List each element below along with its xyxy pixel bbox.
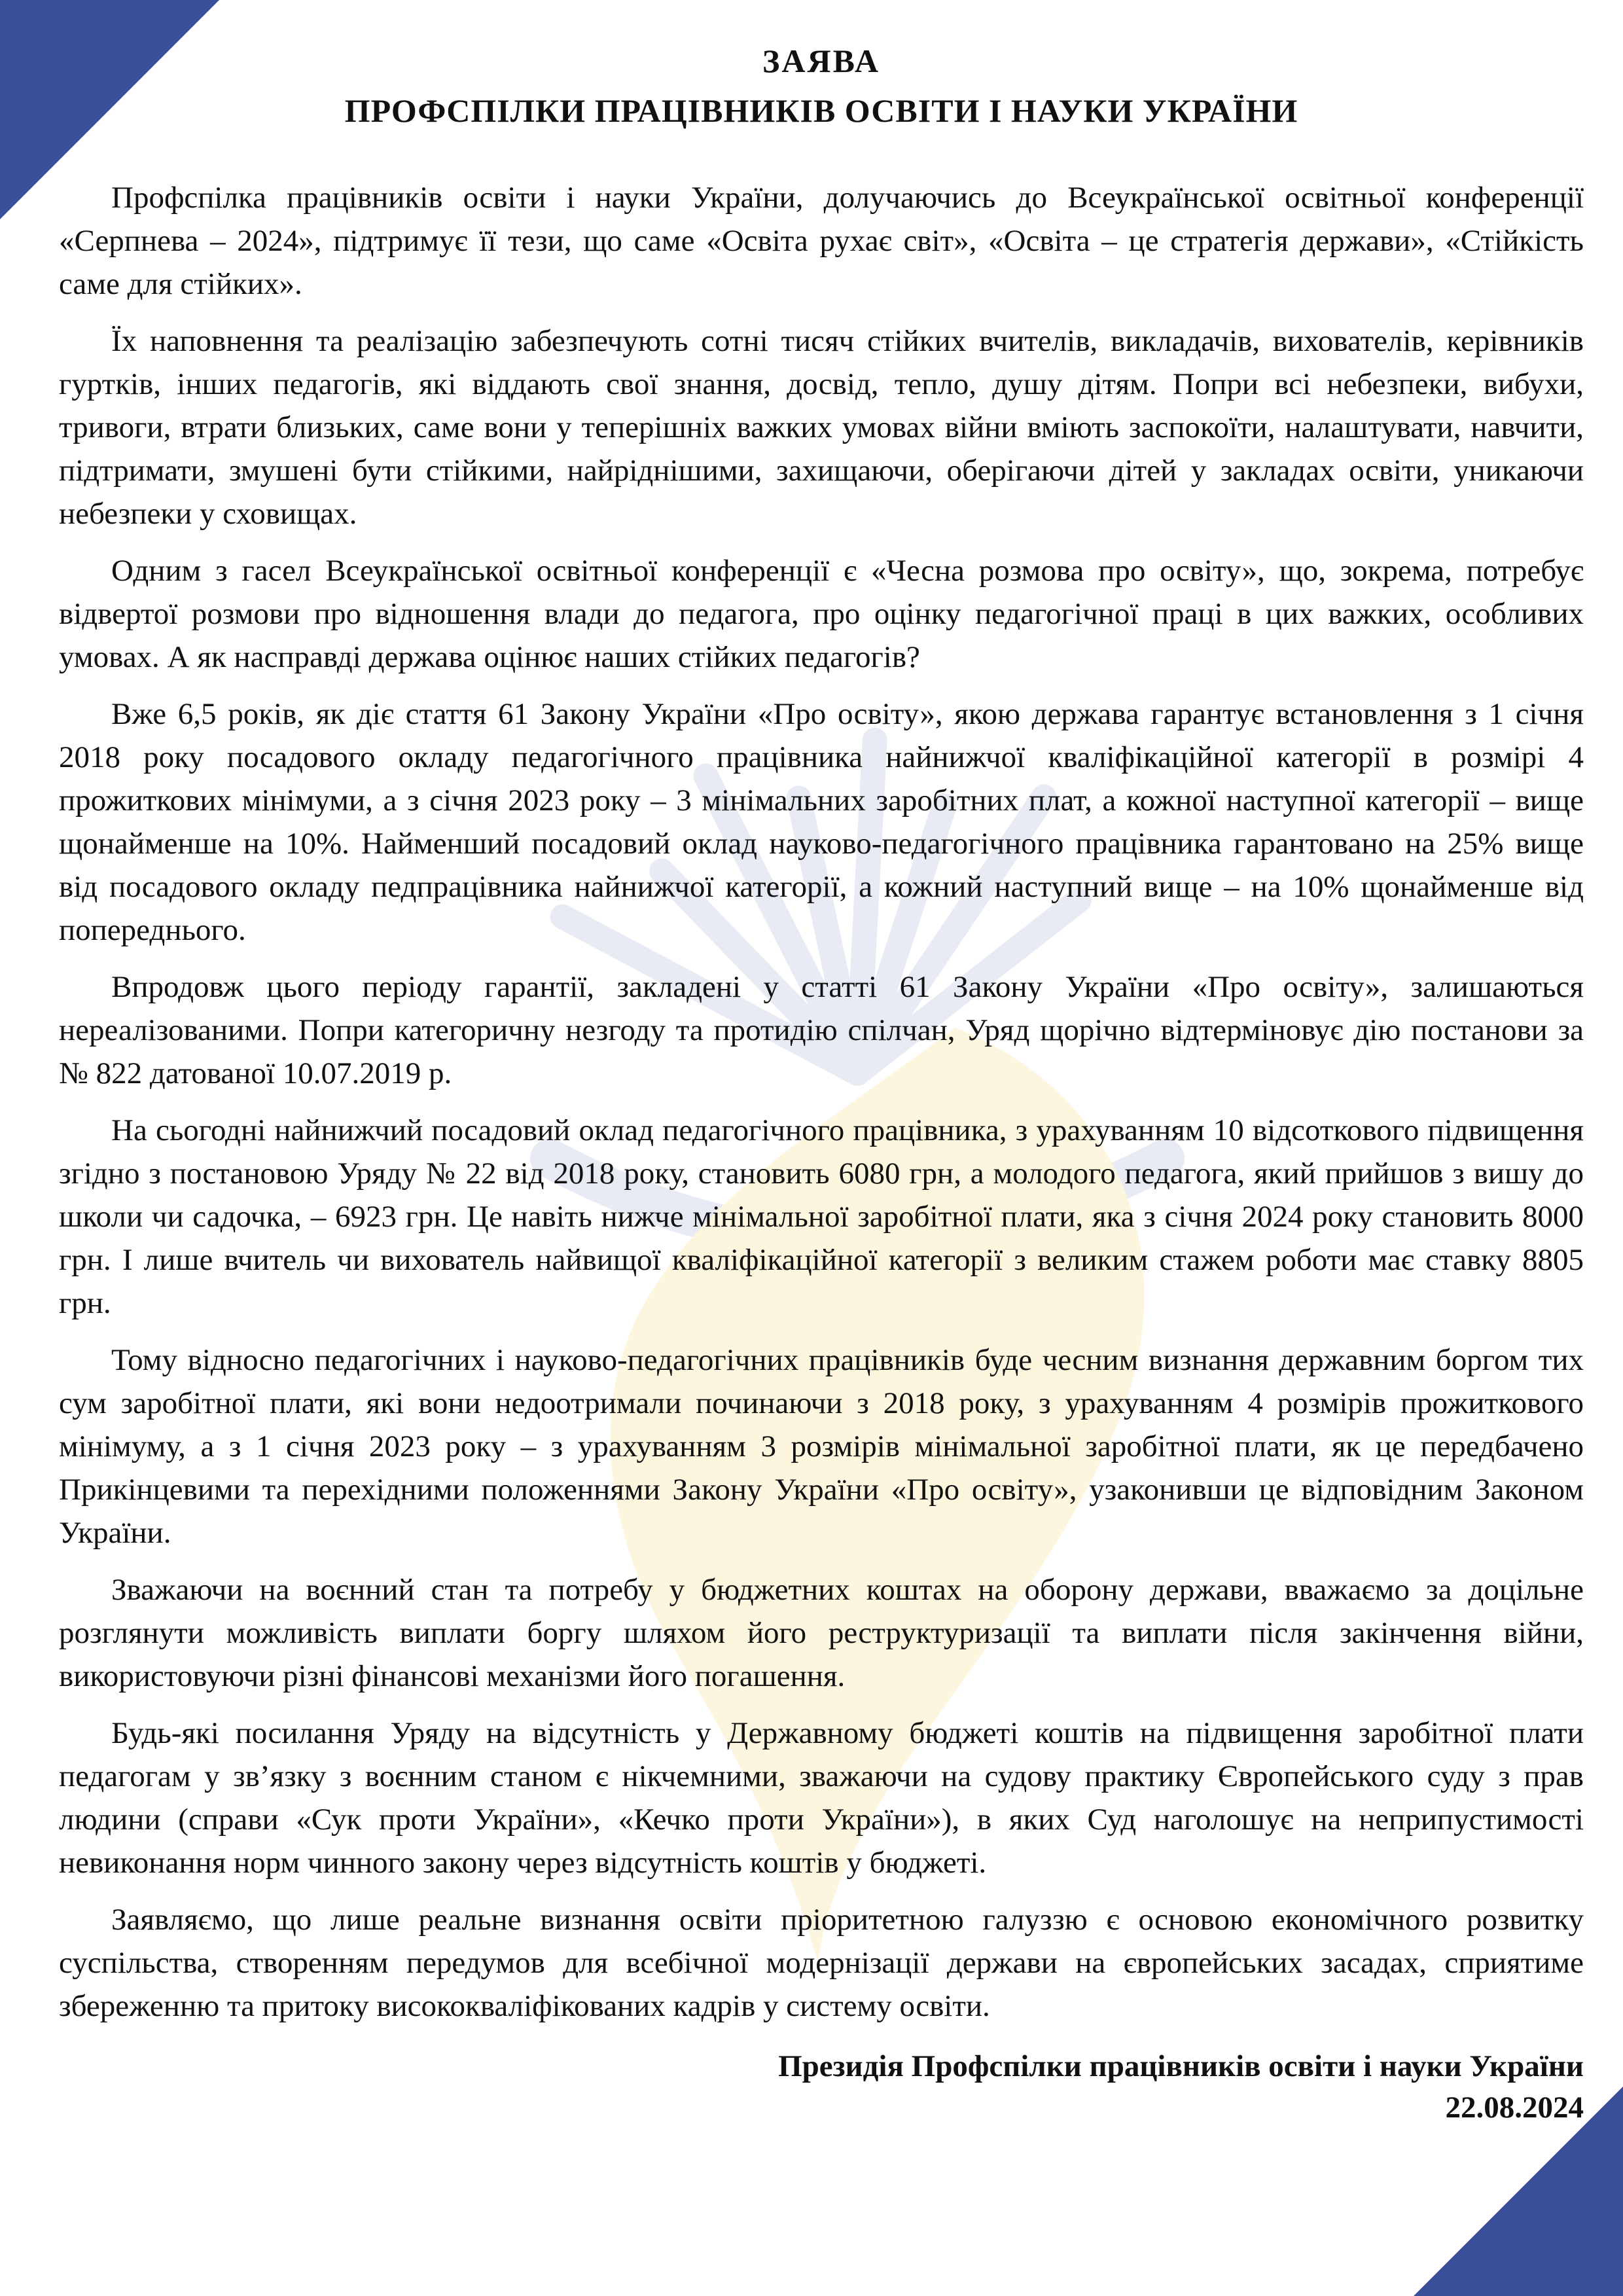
signature-block	[59, 2046, 1584, 2128]
paragraph-3: Одним з гасел Всеукраїнської освітньої конференції є «Чесна розмова про освіту», що, зокрема, потребує відвертої розмови про відношення влади до педагога, про оцінку педагогічної праці в цих важких, особливих умовах. А як насправді держава оцінює наших стійких педагогів?	[59, 554, 1584, 674]
document-title	[59, 36, 1584, 135]
statement-content	[59, 36, 1584, 2128]
paragraph-4: Вже 6,5 років, як діє стаття 61 Закону України «Про освіту», якою держава гарантує встановлення з 1 січня 2018 року посадового окладу педагогічного працівника найнижчої кваліфікаційної категорії в розмірі 4 прожиткових мінімуми, а з січня 2023 року – 3 мінімальних заробітних плат, а кожної наступної категорії – вище щонайменше на 10%. Найменший посадовий оклад науково-педагогічного працівника гарантовано на 25% вище від посадового окладу педпрацiвника найнижчої категорії, а кожний наступний вище – на 10% щонайменше від попереднього.	[59, 697, 1584, 947]
statement-body	[59, 176, 1584, 2028]
paragraph-10: Заявляємо, що лише реальне визнання освіти пріоритетною галуззю є основою економічного розвитку суспільства, створенням передумов для всебічної модернізації держави на європейських засадах, сприятиме збереженню та притоку висококваліфікованих кадрів у систему освіти.	[59, 1903, 1584, 2023]
signature-author: Президія Профспілки працівників освіти і науки України	[778, 2049, 1584, 2083]
paragraph-8: Зважаючи на воєнний стан та потребу у бюджетних коштах на оборону держави, вважаємо за доцільне розглянути можливість виплати боргу шляхом його реструктуризації та виплати після закінчення війни, використовуючи різні фінансові механізми його погашення.	[59, 1573, 1584, 1693]
title-statement: ЗАЯВА	[762, 43, 880, 79]
paragraph-7: Тому відносно педагогічних і науково-педагогічних працівників буде чесним визнання державним боргом тих сум заробітної плати, які вони недоотримали починаючи з 2018 року, з урахуванням 4 розмірів прожиткового мінімуму, а з 1 січня 2023 року – з урахуванням 3 розмірів мінімальної заробітної плати, як це передбачено Прикінцевими та перехідними положеннями Закону України «Про освіту», узаконивши це відповідним Законом України.	[59, 1343, 1584, 1550]
paragraph-5: Впродовж цього періоду гарантії, закладені у статті 61 Закону України «Про освіту», залишаються нереалізованими. Попри категоричну незгоду та протидію спілчан, Уряд щорічно відтерміновує дію постанови за № 822 датованої 10.07.2019 р.	[59, 970, 1584, 1090]
paragraph-6: На сьогодні найнижчий посадовий оклад педагогічного працівника, з урахуванням 10 відсоткового підвищення згідно з постановою Уряду № 22 від 2018 року, становить 6080 грн, а молодого педагога, який прийшов з вишу до школи чи садочка, – 6923 грн. Це навіть нижче мінімальної заробітної плати, яка з січня 2024 року становить 8000 грн. І лише вчитель чи вихователь найвищої кваліфікаційної категорії з великим стажем роботи має ставку 8805 грн.	[59, 1113, 1584, 1320]
paragraph-2: Їх наповнення та реалізацію забезпечують сотні тисяч стійких вчителів, викладачів, вихователів, керівників гуртків, інших педагогів, які віддають свої знання, досвід, тепло, душу дітям. Попри всі небезпеки, вибухи, тривоги, втрати близьких, саме вони у теперішніх важких умовах війни вміють заспокоїти, налаштувати, навчити, підтримати, змушені бути стійкими, найріднішими, захищаючи, оберігаючи дітей у закладах освіти, уникаючи небезпеки у сховищах.	[59, 324, 1584, 531]
paragraph-9: Будь-які посилання Уряду на відсутність у Державному бюджеті коштів на підвищення заробітної плати педагогам у зв’язку з воєнним станом є нікчемними, зважаючи на судову практику Європейського суду з прав людини (справи «Сук проти України», «Кечко проти України»), в яких Суд наголошує на неприпустимості невиконання норм чинного закону через відсутність коштів у бюджеті.	[59, 1716, 1584, 1880]
paragraph-1: Профспілка працівників освіти і науки України, долучаючись до Всеукраїнської освітньої конференції «Серпнева – 2024», підтримує її тези, що саме «Освіта рухає світ», «Освіта – це стратегія держави», «Стійкість саме для стійких».	[59, 181, 1584, 301]
signature-date: 22.08.2024	[1445, 2090, 1584, 2125]
title-organization: ПРОФСПІЛКИ ПРАЦІВНИКІВ ОСВІТИ І НАУКИ УКРАЇНИ	[344, 92, 1298, 129]
